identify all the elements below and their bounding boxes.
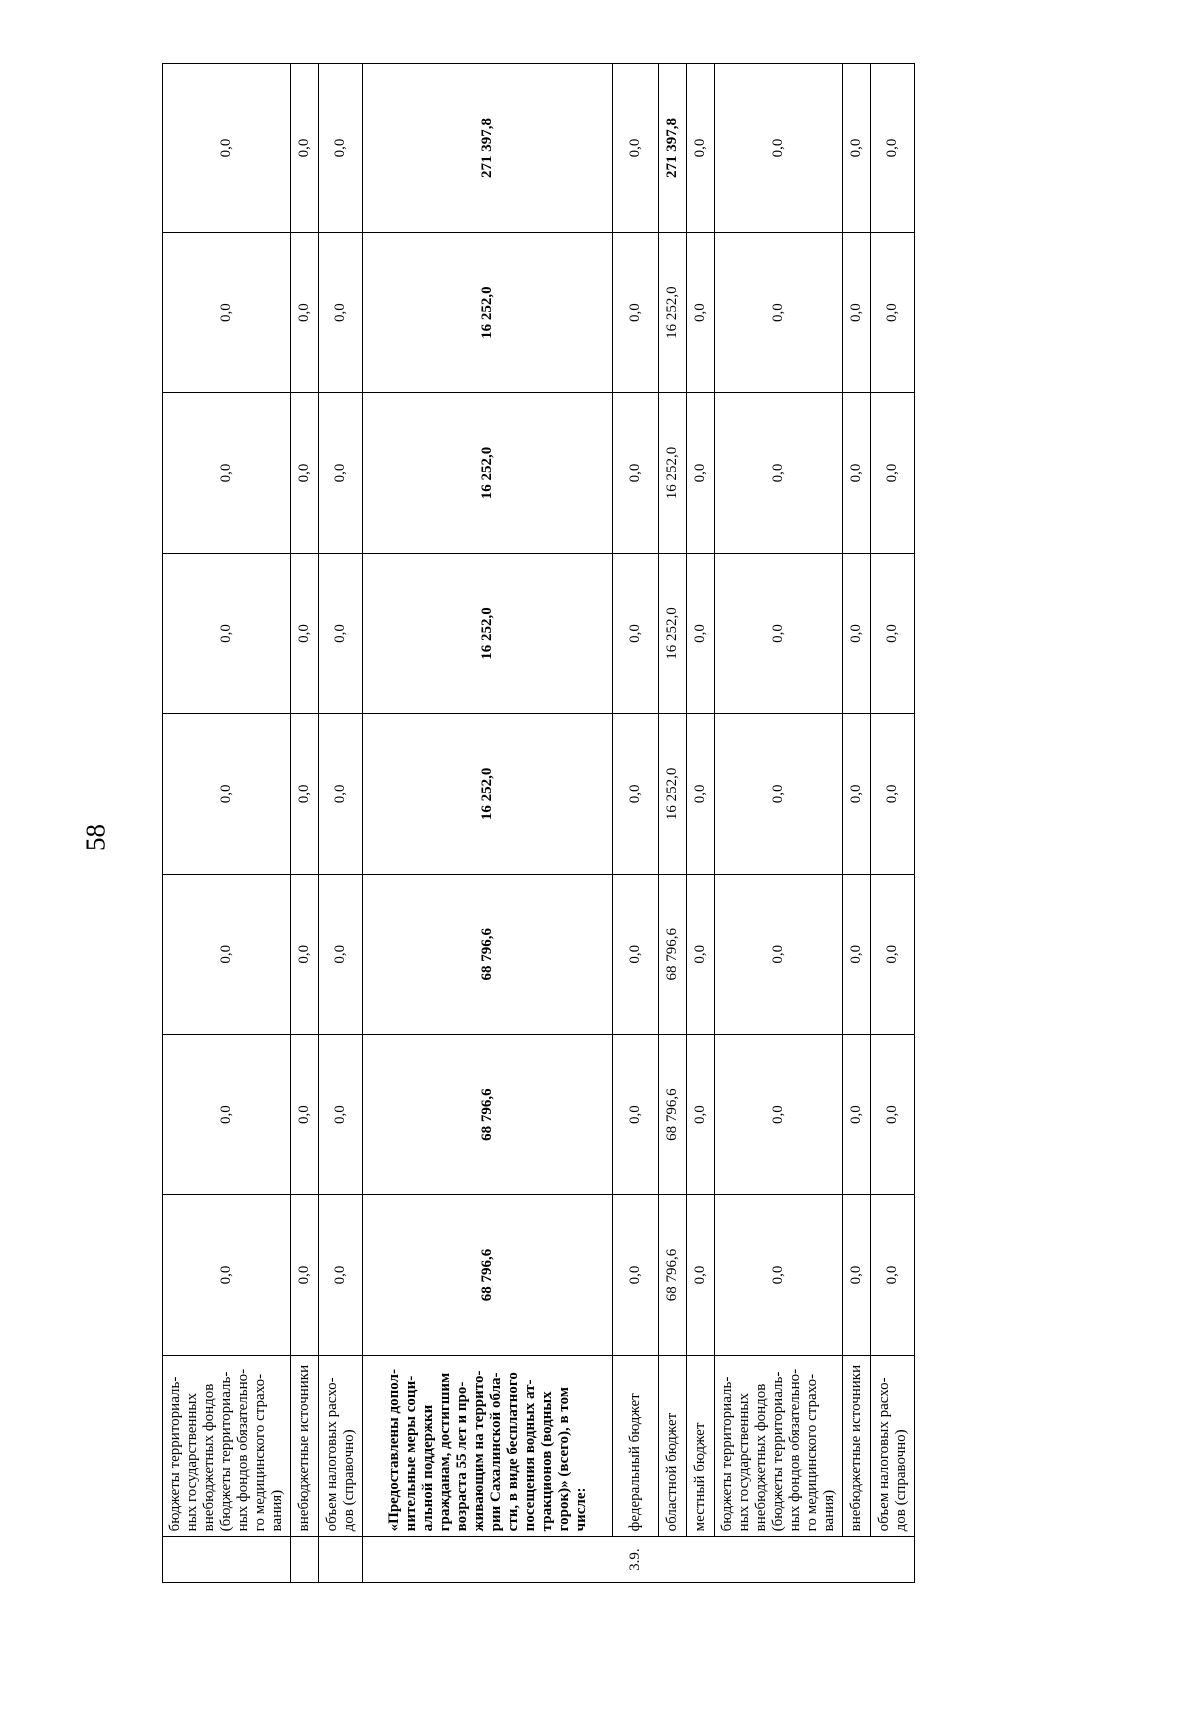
value-cell: 0,0 (319, 64, 363, 233)
value-cell: 68 796,6 (659, 1195, 687, 1355)
value-cell: 0,0 (843, 553, 871, 713)
value-cell: 0,0 (843, 874, 871, 1034)
row-number-cell (687, 1537, 715, 1583)
value-cell: 0,0 (319, 874, 363, 1034)
value-cell: 0,0 (687, 232, 715, 392)
value-cell: 16 252,0 (659, 714, 687, 874)
value-cell: 0,0 (613, 64, 659, 233)
value-cell: 16 252,0 (363, 232, 613, 392)
row-number-cell (291, 1537, 319, 1583)
row-label-cell: федеральный бюджет (613, 1355, 659, 1537)
table-row (715, 64, 843, 1583)
row-number-cell (319, 1537, 363, 1583)
value-cell: 16 252,0 (659, 232, 687, 392)
value-cell: 0,0 (291, 232, 319, 392)
table-row (163, 64, 291, 1583)
value-cell: 0,0 (715, 393, 843, 553)
value-cell: 16 252,0 (363, 714, 613, 874)
rotated-table-container (162, 63, 915, 1583)
value-cell: 0,0 (687, 553, 715, 713)
value-cell: 0,0 (291, 64, 319, 233)
value-cell: 16 252,0 (659, 393, 687, 553)
value-cell: 0,0 (319, 1195, 363, 1355)
value-cell: 0,0 (871, 1195, 915, 1355)
value-cell: 0,0 (843, 64, 871, 233)
value-cell: 0,0 (163, 874, 291, 1034)
value-cell: 0,0 (715, 553, 843, 713)
row-number-cell (163, 1537, 291, 1583)
row-label-cell: местный бюджет (687, 1355, 715, 1537)
value-cell: 68 796,6 (659, 1034, 687, 1194)
value-cell: 0,0 (715, 1195, 843, 1355)
row-label-cell: бюджеты территориаль-ных государственных внебюджетных фондов (бюджеты территориаль-ных фондов обязательно-го медицинского страхо-вания) (715, 1355, 843, 1537)
value-cell: 0,0 (843, 714, 871, 874)
value-cell: 0,0 (291, 393, 319, 553)
value-cell: 0,0 (613, 393, 659, 553)
row-label-cell: объем налоговых расхо-дов (справочно) (319, 1355, 363, 1537)
value-cell: 0,0 (163, 1034, 291, 1194)
value-cell: 0,0 (687, 1195, 715, 1355)
budget-table (162, 63, 915, 1583)
value-cell: 0,0 (871, 64, 915, 233)
row-number-cell: 3.9. (613, 1537, 659, 1583)
row-label-cell: областной бюджет (659, 1355, 687, 1537)
value-cell: 0,0 (613, 714, 659, 874)
row-label-cell: внебюджетные источники (291, 1355, 319, 1537)
row-number-cell (871, 1537, 915, 1583)
value-cell: 0,0 (163, 714, 291, 874)
value-cell: 0,0 (715, 232, 843, 392)
value-cell: 0,0 (613, 874, 659, 1034)
value-cell: 68 796,6 (363, 874, 613, 1034)
value-cell: 68 796,6 (363, 1195, 613, 1355)
table-row (687, 64, 715, 1583)
value-cell: 271 397,8 (363, 64, 613, 233)
value-cell: 0,0 (843, 393, 871, 553)
value-cell: 0,0 (613, 1034, 659, 1194)
table-row (613, 64, 659, 1583)
row-number-cell (363, 1537, 613, 1583)
value-cell: 0,0 (871, 874, 915, 1034)
value-cell: 0,0 (163, 553, 291, 713)
row-label-cell: объем налоговых расхо-дов (справочно) (871, 1355, 915, 1537)
value-cell: 0,0 (715, 874, 843, 1034)
value-cell: 0,0 (291, 874, 319, 1034)
value-cell: 16 252,0 (363, 553, 613, 713)
value-cell: 0,0 (163, 1195, 291, 1355)
row-number-cell (843, 1537, 871, 1583)
value-cell: 0,0 (613, 553, 659, 713)
row-number-cell (715, 1537, 843, 1583)
table-row (659, 64, 687, 1583)
value-cell: 16 252,0 (659, 553, 687, 713)
row-number-cell (659, 1537, 687, 1583)
value-cell: 0,0 (715, 1034, 843, 1194)
row-label-cell: «Предоставлены допол-нительные меры соци-альной поддержки гражданам, достигшим возраста 55 лет и про-живающим на террито-рии Сахалинской обла-сти, в виде бесплатного посещения водных ат-тракционов (водных горок)» (всего), в том числе: (363, 1355, 613, 1537)
value-cell: 16 252,0 (363, 393, 613, 553)
value-cell: 68 796,6 (363, 1034, 613, 1194)
value-cell: 0,0 (871, 553, 915, 713)
row-label-cell: бюджеты территориаль-ных государственных внебюджетных фондов (бюджеты территориаль-ных фондов обязательно-го медицинского страхо-вания) (163, 1355, 291, 1537)
value-cell: 0,0 (319, 232, 363, 392)
value-cell: 0,0 (687, 393, 715, 553)
value-cell: 271 397,8 (659, 64, 687, 233)
value-cell: 0,0 (319, 393, 363, 553)
value-cell: 68 796,6 (659, 874, 687, 1034)
value-cell: 0,0 (687, 64, 715, 233)
budget-table-body (163, 64, 915, 1583)
value-cell: 0,0 (871, 232, 915, 392)
value-cell: 0,0 (687, 1034, 715, 1194)
value-cell: 0,0 (715, 714, 843, 874)
value-cell: 0,0 (613, 1195, 659, 1355)
value-cell: 0,0 (871, 714, 915, 874)
value-cell: 0,0 (319, 1034, 363, 1194)
value-cell: 0,0 (613, 232, 659, 392)
value-cell: 0,0 (291, 714, 319, 874)
value-cell: 0,0 (843, 232, 871, 392)
value-cell: 0,0 (291, 1034, 319, 1194)
row-label-cell: внебюджетные источники (843, 1355, 871, 1537)
value-cell: 0,0 (319, 553, 363, 713)
table-row (363, 64, 613, 1583)
value-cell: 0,0 (871, 1034, 915, 1194)
value-cell: 0,0 (163, 393, 291, 553)
value-cell: 0,0 (687, 714, 715, 874)
value-cell: 0,0 (687, 874, 715, 1034)
value-cell: 0,0 (291, 1195, 319, 1355)
value-cell: 0,0 (319, 714, 363, 874)
table-row (843, 64, 871, 1583)
value-cell: 0,0 (715, 64, 843, 233)
table-row (291, 64, 319, 1583)
table-row (871, 64, 915, 1583)
page-number: 58 (80, 824, 111, 851)
value-cell: 0,0 (163, 64, 291, 233)
value-cell: 0,0 (843, 1195, 871, 1355)
value-cell: 0,0 (291, 553, 319, 713)
value-cell: 0,0 (871, 393, 915, 553)
value-cell: 0,0 (843, 1034, 871, 1194)
table-row (319, 64, 363, 1583)
value-cell: 0,0 (163, 232, 291, 392)
